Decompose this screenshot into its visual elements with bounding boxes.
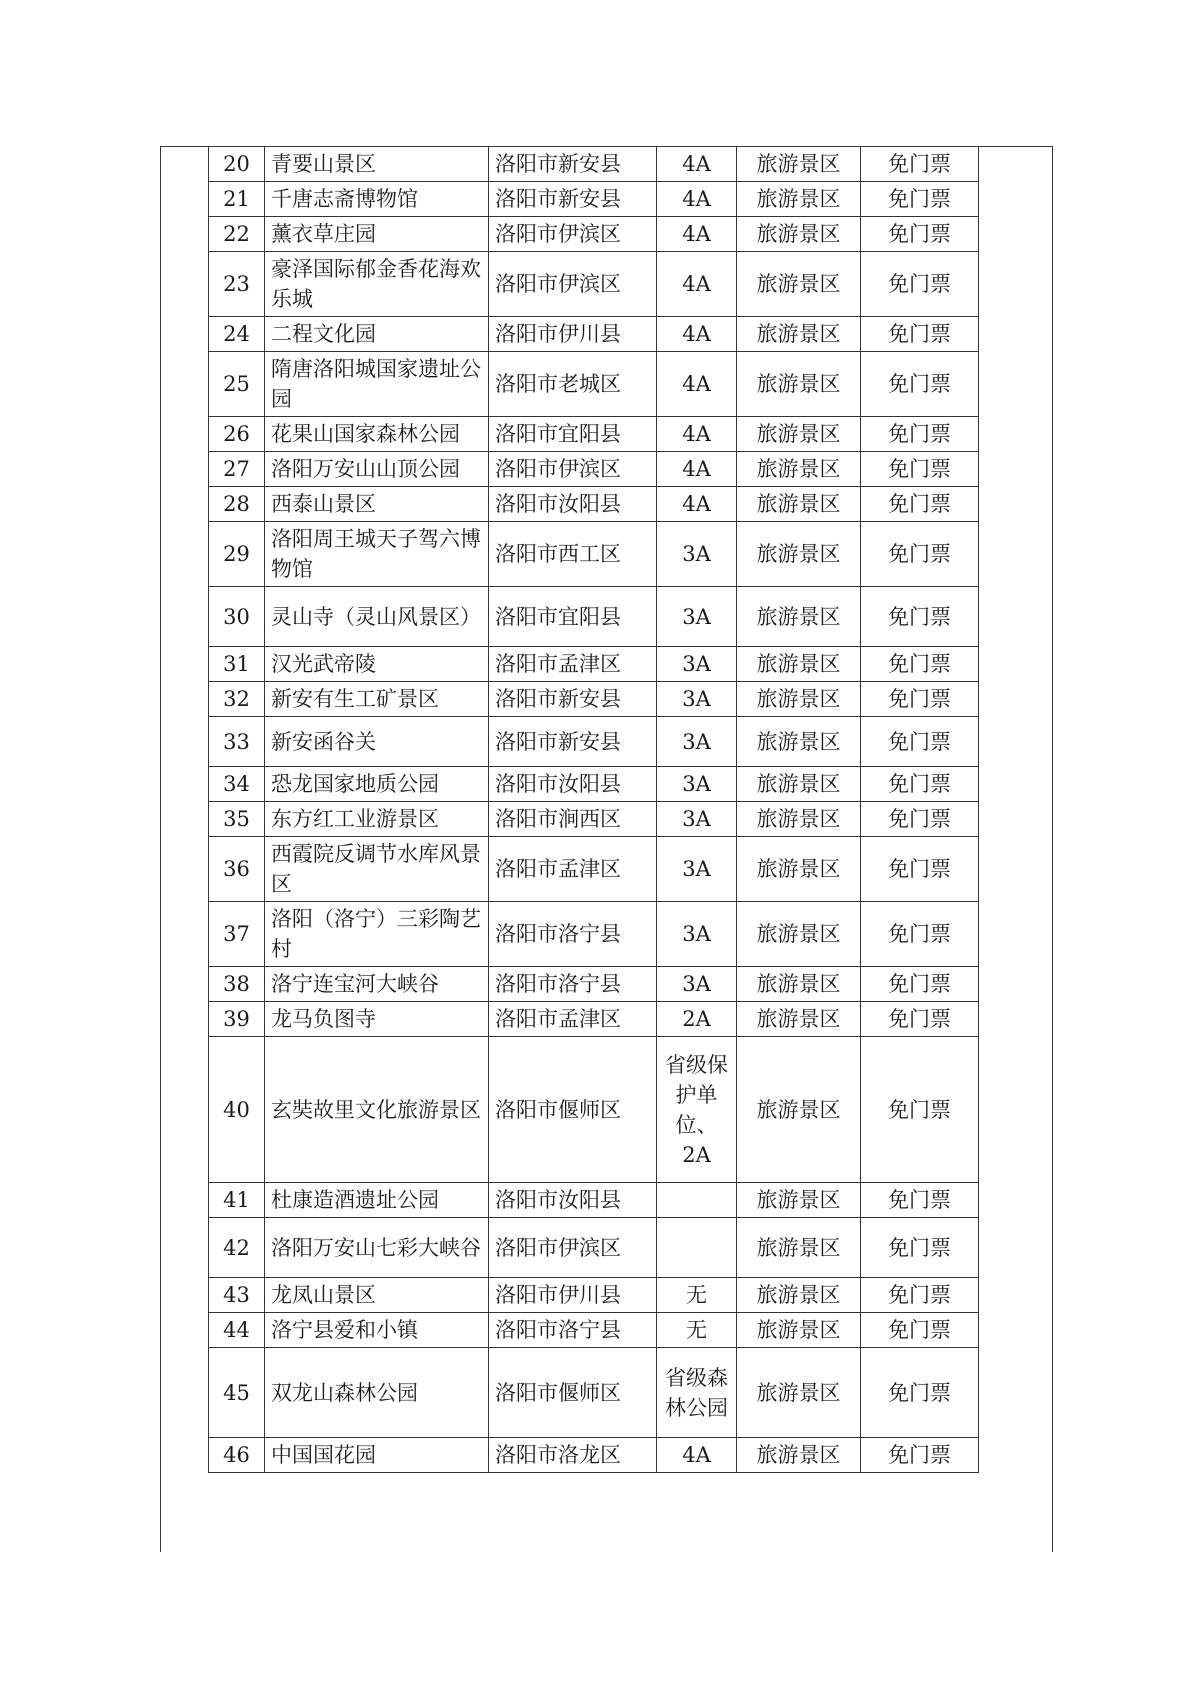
row-number-cell: 21: [209, 182, 265, 217]
row-number-cell: 37: [209, 902, 265, 967]
spot-type-cell: 旅游景区: [737, 252, 861, 317]
row-number-cell: 22: [209, 217, 265, 252]
table-row: [209, 317, 979, 352]
spot-grade-cell: 4A: [657, 252, 737, 317]
row-number-cell: 39: [209, 1002, 265, 1037]
spot-grade-cell: 3A: [657, 767, 737, 802]
ticket-policy-cell: 免门票: [861, 182, 979, 217]
table-row: [209, 352, 979, 417]
table-row: [209, 182, 979, 217]
spot-type-cell: 旅游景区: [737, 1438, 861, 1473]
table-row: [209, 452, 979, 487]
ticket-policy-cell: 免门票: [861, 587, 979, 647]
spot-name-cell: 新安有生工矿景区: [265, 682, 489, 717]
row-number-cell: 36: [209, 837, 265, 902]
table-row: [209, 522, 979, 587]
row-number-cell: 20: [209, 147, 265, 182]
table-row: [209, 1348, 979, 1438]
row-number-cell: 31: [209, 647, 265, 682]
spot-grade-cell: 3A: [657, 522, 737, 587]
spot-grade-cell: 省级森林公园: [657, 1348, 737, 1438]
ticket-policy-cell: 免门票: [861, 967, 979, 1002]
spot-location-cell: 洛阳市伊川县: [489, 317, 657, 352]
spot-grade-cell: 3A: [657, 587, 737, 647]
spot-grade-cell: 4A: [657, 487, 737, 522]
row-number-cell: 42: [209, 1218, 265, 1278]
table-row: [209, 147, 979, 182]
spot-name-cell: 杜康造酒遗址公园: [265, 1183, 489, 1218]
spot-location-cell: 洛阳市新安县: [489, 147, 657, 182]
spot-type-cell: 旅游景区: [737, 522, 861, 587]
table-row: [209, 717, 979, 767]
spot-grade-cell: 4A: [657, 217, 737, 252]
spot-type-cell: 旅游景区: [737, 967, 861, 1002]
row-number-cell: 29: [209, 522, 265, 587]
ticket-policy-cell: 免门票: [861, 802, 979, 837]
spot-location-cell: 洛阳市伊滨区: [489, 452, 657, 487]
ticket-policy-cell: 免门票: [861, 1278, 979, 1313]
spot-name-cell: 恐龙国家地质公园: [265, 767, 489, 802]
spot-location-cell: 洛阳市涧西区: [489, 802, 657, 837]
spot-type-cell: 旅游景区: [737, 147, 861, 182]
ticket-policy-cell: 免门票: [861, 417, 979, 452]
spot-name-cell: 龙马负图寺: [265, 1002, 489, 1037]
spot-name-cell: 西泰山景区: [265, 487, 489, 522]
spot-type-cell: 旅游景区: [737, 1348, 861, 1438]
spot-location-cell: 洛阳市洛宁县: [489, 902, 657, 967]
table-body: [209, 147, 979, 1473]
spot-location-cell: 洛阳市老城区: [489, 352, 657, 417]
spot-name-cell: 双龙山森林公园: [265, 1348, 489, 1438]
spot-grade-cell: 4A: [657, 352, 737, 417]
ticket-policy-cell: 免门票: [861, 1348, 979, 1438]
ticket-policy-cell: 免门票: [861, 352, 979, 417]
spot-grade-cell: 2A: [657, 1002, 737, 1037]
ticket-policy-cell: 免门票: [861, 1037, 979, 1183]
row-number-cell: 33: [209, 717, 265, 767]
spot-type-cell: 旅游景区: [737, 902, 861, 967]
spot-grade-cell: 无: [657, 1278, 737, 1313]
spot-location-cell: 洛阳市偃师区: [489, 1037, 657, 1183]
scenic-spot-table: [208, 146, 979, 1473]
spot-grade-cell: 3A: [657, 802, 737, 837]
spot-location-cell: 洛阳市新安县: [489, 182, 657, 217]
ticket-policy-cell: 免门票: [861, 837, 979, 902]
spot-name-cell: 洛宁县爱和小镇: [265, 1313, 489, 1348]
table-row: [209, 1218, 979, 1278]
ticket-policy-cell: 免门票: [861, 147, 979, 182]
ticket-policy-cell: 免门票: [861, 487, 979, 522]
spot-type-cell: 旅游景区: [737, 682, 861, 717]
row-number-cell: 40: [209, 1037, 265, 1183]
spot-grade-cell: [657, 1218, 737, 1278]
row-number-cell: 27: [209, 452, 265, 487]
spot-type-cell: 旅游景区: [737, 1278, 861, 1313]
row-number-cell: 35: [209, 802, 265, 837]
table-row: [209, 1183, 979, 1218]
spot-type-cell: 旅游景区: [737, 837, 861, 902]
table-row: [209, 1438, 979, 1473]
ticket-policy-cell: 免门票: [861, 1438, 979, 1473]
table-row: [209, 902, 979, 967]
spot-grade-cell: 3A: [657, 717, 737, 767]
spot-type-cell: 旅游景区: [737, 1313, 861, 1348]
ticket-policy-cell: 免门票: [861, 522, 979, 587]
spot-location-cell: 洛阳市伊滨区: [489, 1218, 657, 1278]
table-row: [209, 1037, 979, 1183]
spot-name-cell: 青要山景区: [265, 147, 489, 182]
spot-type-cell: 旅游景区: [737, 1218, 861, 1278]
row-number-cell: 25: [209, 352, 265, 417]
ticket-policy-cell: 免门票: [861, 767, 979, 802]
spot-type-cell: 旅游景区: [737, 767, 861, 802]
spot-type-cell: 旅游景区: [737, 452, 861, 487]
spot-name-cell: 豪泽国际郁金香花海欢乐城: [265, 252, 489, 317]
spot-name-cell: 洛阳万安山山顶公园: [265, 452, 489, 487]
spot-name-cell: 东方红工业游景区: [265, 802, 489, 837]
spot-type-cell: 旅游景区: [737, 1037, 861, 1183]
row-number-cell: 32: [209, 682, 265, 717]
spot-type-cell: 旅游景区: [737, 1183, 861, 1218]
spot-location-cell: 洛阳市宜阳县: [489, 417, 657, 452]
spot-location-cell: 洛阳市汝阳县: [489, 487, 657, 522]
row-number-cell: 24: [209, 317, 265, 352]
spot-name-cell: 中国国花园: [265, 1438, 489, 1473]
spot-grade-cell: 4A: [657, 1438, 737, 1473]
spot-grade-cell: 3A: [657, 967, 737, 1002]
row-number-cell: 23: [209, 252, 265, 317]
spot-grade-cell: 3A: [657, 647, 737, 682]
spot-grade-cell: 3A: [657, 837, 737, 902]
spot-type-cell: 旅游景区: [737, 802, 861, 837]
table-row: [209, 767, 979, 802]
spot-name-cell: 新安函谷关: [265, 717, 489, 767]
spot-type-cell: 旅游景区: [737, 487, 861, 522]
spot-location-cell: 洛阳市伊滨区: [489, 252, 657, 317]
table-row: [209, 252, 979, 317]
table-row: [209, 647, 979, 682]
spot-grade-cell: 4A: [657, 317, 737, 352]
spot-type-cell: 旅游景区: [737, 182, 861, 217]
row-number-cell: 26: [209, 417, 265, 452]
row-number-cell: 28: [209, 487, 265, 522]
spot-type-cell: 旅游景区: [737, 717, 861, 767]
ticket-policy-cell: 免门票: [861, 717, 979, 767]
spot-location-cell: 洛阳市汝阳县: [489, 767, 657, 802]
row-number-cell: 43: [209, 1278, 265, 1313]
spot-grade-cell: 4A: [657, 417, 737, 452]
spot-type-cell: 旅游景区: [737, 417, 861, 452]
spot-name-cell: 玄奘故里文化旅游景区: [265, 1037, 489, 1183]
row-number-cell: 34: [209, 767, 265, 802]
row-number-cell: 38: [209, 967, 265, 1002]
spot-grade-cell: 无: [657, 1313, 737, 1348]
spot-grade-cell: 省级保护单位、2A: [657, 1037, 737, 1183]
spot-type-cell: 旅游景区: [737, 317, 861, 352]
table-row: [209, 682, 979, 717]
spot-location-cell: 洛阳市新安县: [489, 717, 657, 767]
spot-location-cell: 洛阳市孟津区: [489, 647, 657, 682]
spot-name-cell: 薰衣草庄园: [265, 217, 489, 252]
table-row: [209, 802, 979, 837]
row-number-cell: 45: [209, 1348, 265, 1438]
ticket-policy-cell: 免门票: [861, 252, 979, 317]
spot-type-cell: 旅游景区: [737, 647, 861, 682]
table-row: [209, 1278, 979, 1313]
table-row: [209, 1313, 979, 1348]
spot-type-cell: 旅游景区: [737, 217, 861, 252]
spot-type-cell: 旅游景区: [737, 352, 861, 417]
table-row: [209, 837, 979, 902]
spot-location-cell: 洛阳市孟津区: [489, 837, 657, 902]
spot-location-cell: 洛阳市新安县: [489, 682, 657, 717]
spot-grade-cell: 4A: [657, 147, 737, 182]
spot-grade-cell: [657, 1183, 737, 1218]
spot-grade-cell: 4A: [657, 182, 737, 217]
ticket-policy-cell: 免门票: [861, 1313, 979, 1348]
table-row: [209, 417, 979, 452]
ticket-policy-cell: 免门票: [861, 682, 979, 717]
spot-location-cell: 洛阳市伊滨区: [489, 217, 657, 252]
spot-location-cell: 洛阳市洛宁县: [489, 1313, 657, 1348]
table-row: [209, 487, 979, 522]
ticket-policy-cell: 免门票: [861, 1218, 979, 1278]
spot-grade-cell: 3A: [657, 902, 737, 967]
spot-location-cell: 洛阳市孟津区: [489, 1002, 657, 1037]
ticket-policy-cell: 免门票: [861, 452, 979, 487]
row-number-cell: 46: [209, 1438, 265, 1473]
spot-name-cell: 洛宁连宝河大峡谷: [265, 967, 489, 1002]
spot-location-cell: 洛阳市洛龙区: [489, 1438, 657, 1473]
spot-location-cell: 洛阳市宜阳县: [489, 587, 657, 647]
ticket-policy-cell: 免门票: [861, 1183, 979, 1218]
spot-name-cell: 西霞院反调节水库风景区: [265, 837, 489, 902]
spot-grade-cell: 4A: [657, 452, 737, 487]
spot-location-cell: 洛阳市西工区: [489, 522, 657, 587]
spot-name-cell: 洛阳万安山七彩大峡谷: [265, 1218, 489, 1278]
ticket-policy-cell: 免门票: [861, 647, 979, 682]
spot-grade-cell: 3A: [657, 682, 737, 717]
row-number-cell: 30: [209, 587, 265, 647]
table-row: [209, 217, 979, 252]
table-row: [209, 587, 979, 647]
ticket-policy-cell: 免门票: [861, 217, 979, 252]
row-number-cell: 44: [209, 1313, 265, 1348]
table-row: [209, 1002, 979, 1037]
spot-name-cell: 龙凤山景区: [265, 1278, 489, 1313]
spot-name-cell: 洛阳周王城天子驾六博物馆: [265, 522, 489, 587]
row-number-cell: 41: [209, 1183, 265, 1218]
spot-name-cell: 洛阳（洛宁）三彩陶艺村: [265, 902, 489, 967]
table-row: [209, 967, 979, 1002]
spot-name-cell: 隋唐洛阳城国家遗址公园: [265, 352, 489, 417]
spot-name-cell: 汉光武帝陵: [265, 647, 489, 682]
spot-name-cell: 灵山寺（灵山风景区）: [265, 587, 489, 647]
spot-name-cell: 二程文化园: [265, 317, 489, 352]
spot-location-cell: 洛阳市汝阳县: [489, 1183, 657, 1218]
spot-type-cell: 旅游景区: [737, 587, 861, 647]
ticket-policy-cell: 免门票: [861, 902, 979, 967]
spot-location-cell: 洛阳市洛宁县: [489, 967, 657, 1002]
spot-type-cell: 旅游景区: [737, 1002, 861, 1037]
spot-location-cell: 洛阳市伊川县: [489, 1278, 657, 1313]
ticket-policy-cell: 免门票: [861, 1002, 979, 1037]
spot-location-cell: 洛阳市偃师区: [489, 1348, 657, 1438]
spot-name-cell: 千唐志斋博物馆: [265, 182, 489, 217]
ticket-policy-cell: 免门票: [861, 317, 979, 352]
spot-name-cell: 花果山国家森林公园: [265, 417, 489, 452]
